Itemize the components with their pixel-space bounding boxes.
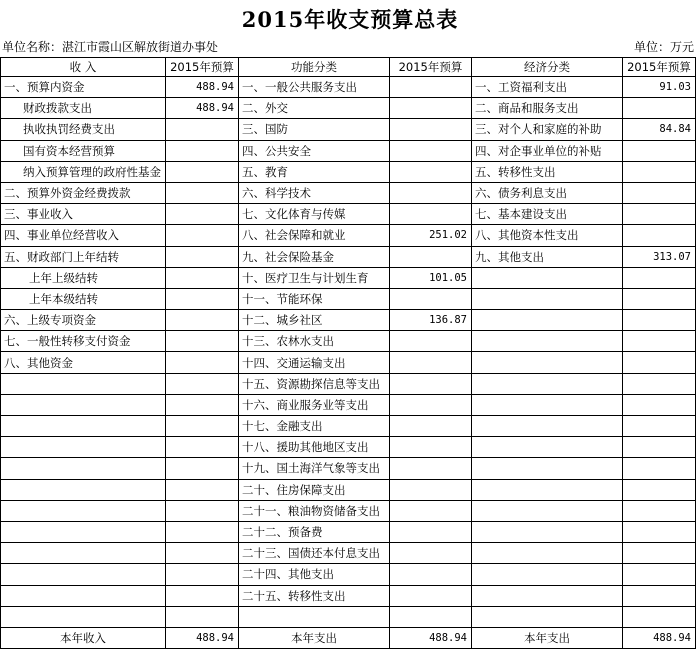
- economic-budget-cell: 84.84: [623, 119, 696, 140]
- economic-budget-cell: [623, 352, 696, 373]
- income-item-cell: 三、事业收入: [1, 204, 166, 225]
- totals-row: [1, 627, 696, 648]
- table-row: [1, 288, 696, 309]
- economic-budget-cell: [623, 98, 696, 119]
- functional-item-cell: 十二、城乡社区: [239, 310, 390, 331]
- income-budget-cell: [166, 479, 239, 500]
- total-functional-label: 本年支出: [239, 627, 390, 648]
- income-budget-cell: 488.94: [166, 98, 239, 119]
- income-item-cell: [1, 416, 166, 437]
- income-budget-cell: [166, 331, 239, 352]
- income-item-cell: 六、上级专项资金: [1, 310, 166, 331]
- economic-budget-cell: [623, 310, 696, 331]
- table-row: [1, 267, 696, 288]
- economic-item-cell: [472, 373, 623, 394]
- economic-item-cell: 六、债务利息支出: [472, 182, 623, 203]
- functional-item-cell: 十七、金融支出: [239, 416, 390, 437]
- economic-budget-cell: [623, 416, 696, 437]
- income-budget-cell: [166, 543, 239, 564]
- income-budget-cell: [166, 310, 239, 331]
- functional-item-cell: 六、科学技术: [239, 182, 390, 203]
- income-budget-cell: [166, 458, 239, 479]
- income-item-cell: [1, 373, 166, 394]
- economic-item-cell: [472, 394, 623, 415]
- economic-item-cell: [472, 310, 623, 331]
- functional-budget-cell: [390, 246, 472, 267]
- economic-budget-cell: 91.03: [623, 77, 696, 98]
- header-functional-budget: 2015年预算: [390, 58, 472, 77]
- income-budget-cell: [166, 161, 239, 182]
- economic-budget-cell: [623, 267, 696, 288]
- budget-table: [0, 57, 696, 649]
- table-row: [1, 479, 696, 500]
- table-row: [1, 246, 696, 267]
- economic-item-cell: [472, 585, 623, 606]
- functional-item-cell: 十一、节能环保: [239, 288, 390, 309]
- functional-item-cell: 三、国防: [239, 119, 390, 140]
- functional-item-cell: 五、教育: [239, 161, 390, 182]
- income-budget-cell: [166, 288, 239, 309]
- income-budget-cell: [166, 500, 239, 521]
- income-budget-cell: [166, 352, 239, 373]
- table-row: [1, 458, 696, 479]
- table-row: [1, 140, 696, 161]
- income-item-cell: 上年本级结转: [1, 288, 166, 309]
- table-row: [1, 352, 696, 373]
- functional-item-cell: 十九、国土海洋气象等支出: [239, 458, 390, 479]
- functional-budget-cell: [390, 182, 472, 203]
- functional-item-cell: 十、医疗卫生与计划生育: [239, 267, 390, 288]
- total-income-value: 488.94: [166, 627, 239, 648]
- economic-budget-cell: [623, 161, 696, 182]
- economic-budget-cell: [623, 585, 696, 606]
- functional-budget-cell: [390, 161, 472, 182]
- functional-budget-cell: [390, 119, 472, 140]
- economic-item-cell: [472, 543, 623, 564]
- income-budget-cell: [166, 416, 239, 437]
- economic-budget-cell: [623, 394, 696, 415]
- income-item-cell: [1, 394, 166, 415]
- income-item-cell: 纳入预算管理的政府性基金: [1, 161, 166, 182]
- economic-budget-cell: [623, 204, 696, 225]
- total-income-label: 本年收入: [1, 627, 166, 648]
- functional-budget-cell: [390, 331, 472, 352]
- table-row: [1, 77, 696, 98]
- economic-budget-cell: [623, 458, 696, 479]
- header-functional: 功能分类: [239, 58, 390, 77]
- table-row: [1, 331, 696, 352]
- economic-item-cell: [472, 564, 623, 585]
- header-row: [1, 58, 696, 77]
- income-budget-cell: [166, 225, 239, 246]
- functional-budget-cell: [390, 98, 472, 119]
- economic-budget-cell: [623, 225, 696, 246]
- total-economic-label: 本年支出: [472, 627, 623, 648]
- income-budget-cell: [166, 204, 239, 225]
- functional-item-cell: 四、公共安全: [239, 140, 390, 161]
- income-item-cell: 二、预算外资金经费拨款: [1, 182, 166, 203]
- economic-item-cell: [472, 352, 623, 373]
- table-row: [1, 204, 696, 225]
- functional-item-cell: 二十四、其他支出: [239, 564, 390, 585]
- income-item-cell: [1, 543, 166, 564]
- table-row: [1, 543, 696, 564]
- functional-budget-cell: [390, 564, 472, 585]
- economic-budget-cell: [623, 521, 696, 542]
- income-item-cell: 财政拨款支出: [1, 98, 166, 119]
- income-budget-cell: [166, 246, 239, 267]
- report-title: 2015年收支预算总表: [241, 7, 459, 32]
- functional-item-cell: 二十一、粮油物资储备支出: [239, 500, 390, 521]
- income-item-cell: 八、其他资金: [1, 352, 166, 373]
- functional-item-cell: 二十五、转移性支出: [239, 585, 390, 606]
- economic-budget-cell: [623, 140, 696, 161]
- functional-item-cell: 八、社会保障和就业: [239, 225, 390, 246]
- economic-budget-cell: [623, 373, 696, 394]
- income-item-cell: [1, 458, 166, 479]
- functional-budget-cell: [390, 543, 472, 564]
- income-budget-cell: [166, 394, 239, 415]
- table-row: [1, 394, 696, 415]
- table-row: [1, 585, 696, 606]
- economic-item-cell: [472, 479, 623, 500]
- functional-budget-cell: [390, 416, 472, 437]
- income-item-cell: [1, 479, 166, 500]
- header-economic-budget: 2015年预算: [623, 58, 696, 77]
- income-budget-cell: [166, 521, 239, 542]
- table-row: [1, 310, 696, 331]
- income-budget-cell: [166, 606, 239, 627]
- income-budget-cell: 488.94: [166, 77, 239, 98]
- table-row: [1, 98, 696, 119]
- economic-budget-cell: [623, 500, 696, 521]
- table-row: [1, 564, 696, 585]
- table-row: [1, 416, 696, 437]
- income-item-cell: [1, 500, 166, 521]
- functional-item-cell: 二十三、国债还本付息支出: [239, 543, 390, 564]
- functional-budget-cell: [390, 437, 472, 458]
- functional-item-cell: 十八、援助其他地区支出: [239, 437, 390, 458]
- economic-item-cell: [472, 288, 623, 309]
- economic-item-cell: [472, 500, 623, 521]
- economic-budget-cell: [623, 437, 696, 458]
- functional-budget-cell: [390, 140, 472, 161]
- functional-budget-cell: [390, 77, 472, 98]
- functional-item-cell: 十五、资源勘探信息等支出: [239, 373, 390, 394]
- functional-budget-cell: [390, 458, 472, 479]
- economic-budget-cell: [623, 606, 696, 627]
- functional-item-cell: [239, 606, 390, 627]
- functional-item-cell: 七、文化体育与传媒: [239, 204, 390, 225]
- income-budget-cell: [166, 564, 239, 585]
- income-item-cell: [1, 521, 166, 542]
- functional-item-cell: 九、社会保险基金: [239, 246, 390, 267]
- functional-item-cell: 十三、农林水支出: [239, 331, 390, 352]
- functional-budget-cell: [390, 204, 472, 225]
- functional-item-cell: 十四、交通运输支出: [239, 352, 390, 373]
- economic-item-cell: 九、其他支出: [472, 246, 623, 267]
- table-row: [1, 437, 696, 458]
- unit-row: [0, 38, 700, 56]
- unit-label: 单位：万元: [633, 40, 694, 54]
- table-row: [1, 500, 696, 521]
- economic-item-cell: 一、工资福利支出: [472, 77, 623, 98]
- income-item-cell: 一、预算内资金: [1, 77, 166, 98]
- economic-item-cell: 七、基本建设支出: [472, 204, 623, 225]
- functional-item-cell: 二十二、预备费: [239, 521, 390, 542]
- header-income-budget: 2015年预算: [166, 58, 239, 77]
- functional-budget-cell: 101.05: [390, 267, 472, 288]
- income-item-cell: 执收执罚经费支出: [1, 119, 166, 140]
- functional-budget-cell: [390, 521, 472, 542]
- income-item-cell: 七、一般性转移支付资金: [1, 331, 166, 352]
- economic-budget-cell: [623, 543, 696, 564]
- income-budget-cell: [166, 119, 239, 140]
- total-economic-value: 488.94: [623, 627, 696, 648]
- economic-item-cell: 八、其他资本性支出: [472, 225, 623, 246]
- income-budget-cell: [166, 267, 239, 288]
- table-row: [1, 161, 696, 182]
- functional-budget-cell: [390, 288, 472, 309]
- functional-budget-cell: 136.87: [390, 310, 472, 331]
- economic-budget-cell: [623, 182, 696, 203]
- economic-item-cell: [472, 458, 623, 479]
- table-row: [1, 225, 696, 246]
- functional-item-cell: 十六、商业服务业等支出: [239, 394, 390, 415]
- functional-budget-cell: [390, 479, 472, 500]
- table-row: [1, 182, 696, 203]
- header-income: 收 入: [1, 58, 166, 77]
- table-row: [1, 119, 696, 140]
- table-row: [1, 521, 696, 542]
- functional-item-cell: 二、外交: [239, 98, 390, 119]
- income-budget-cell: [166, 585, 239, 606]
- header-economic: 经济分类: [472, 58, 623, 77]
- income-budget-cell: [166, 373, 239, 394]
- total-functional-value: 488.94: [390, 627, 472, 648]
- economic-item-cell: 四、对企事业单位的补贴: [472, 140, 623, 161]
- income-item-cell: 国有资本经营预算: [1, 140, 166, 161]
- income-budget-cell: [166, 437, 239, 458]
- functional-budget-cell: [390, 352, 472, 373]
- functional-budget-cell: [390, 394, 472, 415]
- income-item-cell: 上年上级结转: [1, 267, 166, 288]
- economic-budget-cell: [623, 479, 696, 500]
- economic-item-cell: 五、转移性支出: [472, 161, 623, 182]
- income-item-cell: [1, 585, 166, 606]
- income-item-cell: 四、事业单位经营收入: [1, 225, 166, 246]
- income-item-cell: [1, 606, 166, 627]
- functional-budget-cell: [390, 373, 472, 394]
- economic-budget-cell: [623, 564, 696, 585]
- functional-budget-cell: 251.02: [390, 225, 472, 246]
- unit-name: 单位名称：湛江市霞山区解放街道办事处: [2, 40, 219, 54]
- economic-item-cell: [472, 267, 623, 288]
- functional-item-cell: 一、一般公共服务支出: [239, 77, 390, 98]
- economic-item-cell: [472, 416, 623, 437]
- table-row: [1, 606, 696, 627]
- income-budget-cell: [166, 140, 239, 161]
- economic-budget-cell: 313.07: [623, 246, 696, 267]
- functional-item-cell: 二十、住房保障支出: [239, 479, 390, 500]
- economic-item-cell: [472, 437, 623, 458]
- income-item-cell: 五、财政部门上年结转: [1, 246, 166, 267]
- economic-item-cell: [472, 606, 623, 627]
- income-item-cell: [1, 437, 166, 458]
- functional-budget-cell: [390, 500, 472, 521]
- functional-budget-cell: [390, 585, 472, 606]
- economic-budget-cell: [623, 331, 696, 352]
- economic-item-cell: 三、对个人和家庭的补助: [472, 119, 623, 140]
- income-item-cell: [1, 564, 166, 585]
- economic-item-cell: 二、商品和服务支出: [472, 98, 623, 119]
- economic-item-cell: [472, 331, 623, 352]
- economic-item-cell: [472, 521, 623, 542]
- income-budget-cell: [166, 182, 239, 203]
- economic-budget-cell: [623, 288, 696, 309]
- table-row: [1, 373, 696, 394]
- functional-budget-cell: [390, 606, 472, 627]
